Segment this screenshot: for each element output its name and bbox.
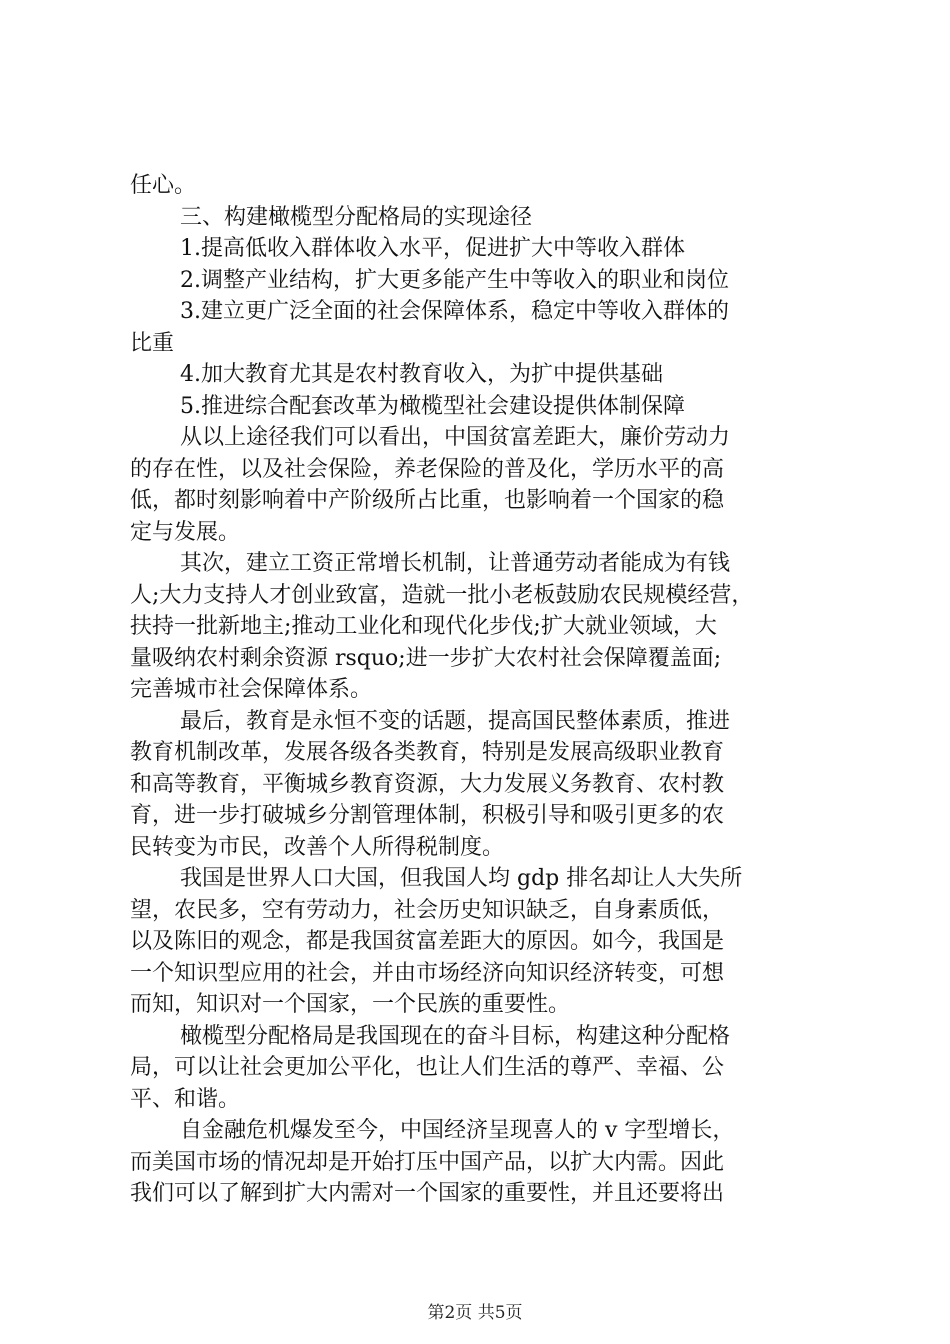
text-line: 我们可以了解到扩大内需对一个国家的重要性，并且还要将出	[130, 1181, 725, 1206]
text-line: 而美国市场的情况却是开始打压中国产品，以扩大内需。因此	[130, 1149, 725, 1175]
text-line: 比重	[130, 330, 175, 356]
page-number: 第2页 共5页	[427, 1303, 523, 1323]
text-line: 任心。	[130, 173, 197, 198]
text-line: 教育机制改革，发展各级各类教育，特别是发展高级职业教育	[130, 740, 725, 765]
list-item: 5.推进综合配套改革为橄榄型社会建设提供体制保障	[180, 393, 685, 419]
list-item: 2.调整产业结构，扩大更多能产生中等收入的职业和岗位	[180, 267, 729, 293]
text-line: 望，农民多，空有劳动力，社会历史知识缺乏，自身素质低，	[130, 897, 725, 923]
text-line: 育，进一步打破城乡分割管理体制，积极引导和吸引更多的农	[130, 803, 725, 828]
text-line: 一个知识型应用的社会，并由市场经济向知识经济转变，可想	[130, 960, 725, 986]
text-line: 低，都时刻影响着中产阶级所占比重，也影响着一个国家的稳	[130, 488, 725, 513]
text-line: 局，可以让社会更加公平化，也让人们生活的尊严、幸福、公	[130, 1055, 725, 1080]
text-line: 的存在性，以及社会保险，养老保险的普及化，学历水平的高	[130, 456, 725, 482]
document-body	[130, 170, 830, 1210]
text-line: 自金融危机爆发至今，中国经济呈现喜人的 v 字型增长，	[180, 1118, 735, 1143]
text-line: 定与发展。	[130, 519, 241, 545]
text-line: 扶持一批新地主;推动工业化和现代化步伐;扩大就业领域，大	[130, 614, 717, 639]
list-item: 4.加大教育尤其是农村教育收入，为扩中提供基础	[180, 362, 663, 387]
text-line: 从以上途径我们可以看出，中国贫富差距大，廉价劳动力	[180, 425, 731, 450]
list-item: 3.建立更广泛全面的社会保障体系，稳定中等收入群体的	[180, 299, 729, 324]
text-line: 平、和谐。	[130, 1086, 241, 1112]
text-line: 其次，建立工资正常增长机制，让普通劳动者能成为有钱	[180, 551, 731, 576]
section-heading: 三、构建橄榄型分配格局的实现途径	[180, 204, 533, 230]
text-line: 民转变为市民，改善个人所得税制度。	[130, 834, 505, 860]
text-line: 以及陈旧的观念，都是我国贫富差距大的原因。如今，我国是	[130, 929, 725, 954]
text-line: 而知，知识对一个国家，一个民族的重要性。	[130, 992, 571, 1017]
text-line: 和高等教育，平衡城乡教育资源，大力发展义务教育、农村教	[130, 771, 725, 797]
text-line: 人;大力支持人才创业致富，造就一批小老板鼓励农民规模经营，	[130, 582, 754, 608]
text-line: 量吸纳农村剩余资源 rsquo;进一步扩大农村社会保障覆盖面;	[130, 645, 722, 671]
text-line: 最后，教育是永恒不变的话题，提高国民整体素质，推进	[180, 708, 731, 734]
text-line: 完善城市社会保障体系。	[130, 677, 373, 702]
list-item: 1.提高低收入群体收入水平，促进扩大中等收入群体	[180, 236, 685, 261]
text-line: 我国是世界人口大国，但我国人均 gdp 排名却让人大失所	[180, 866, 743, 891]
text-line: 橄榄型分配格局是我国现在的奋斗目标，构建这种分配格	[180, 1023, 731, 1049]
